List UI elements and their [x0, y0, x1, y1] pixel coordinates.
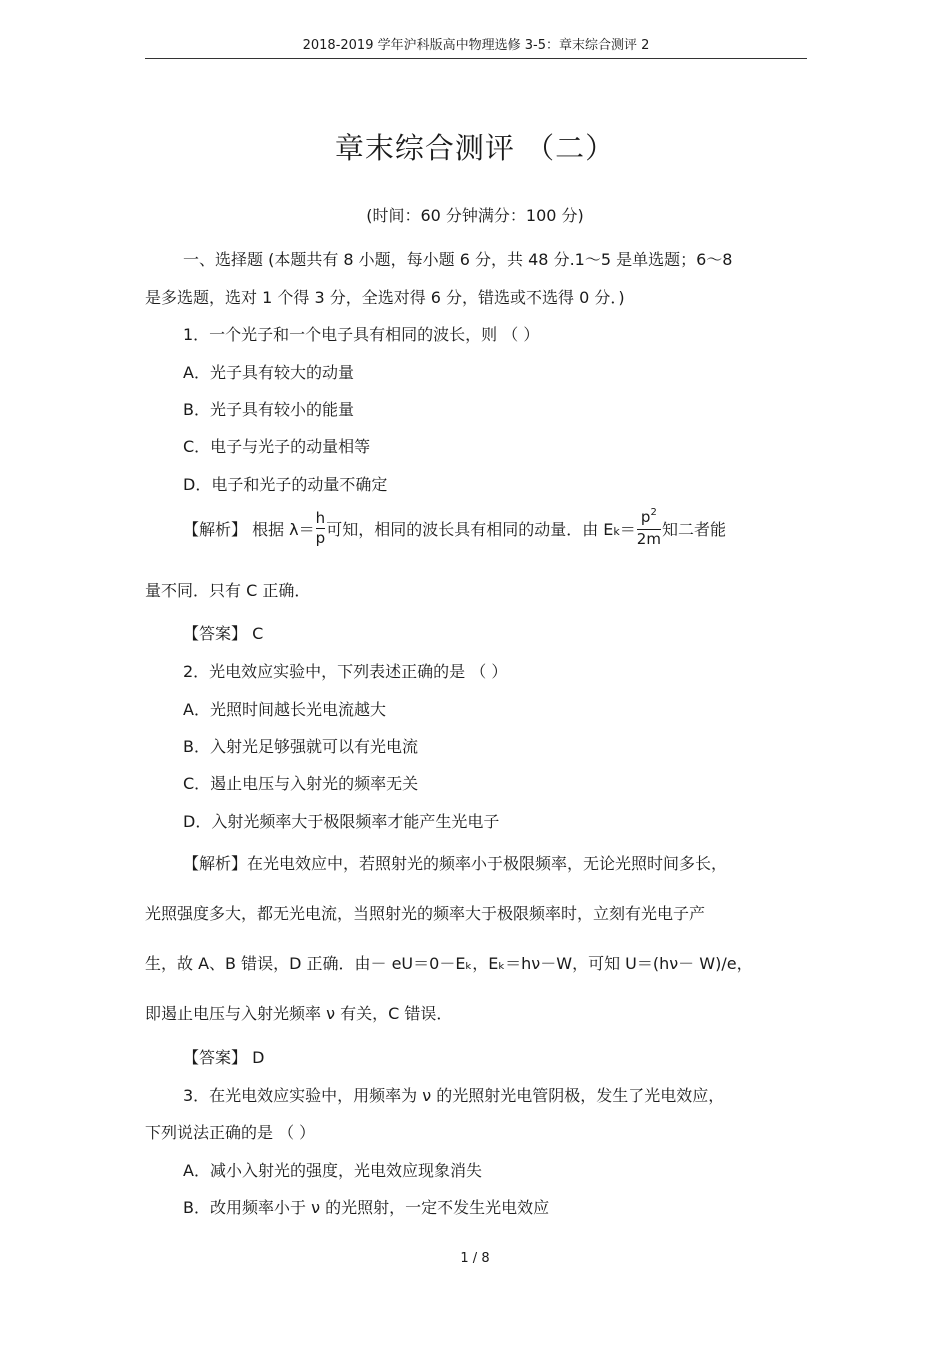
instructions-line-1: 一、选择题 (本题共有 8 小题，每小题 6 分，共 48 分.1～5 是单选题；6～8 [183, 250, 733, 269]
q1-option-a: A．光子具有较大的动量 [183, 363, 354, 382]
q1-option-b: B．光子具有较小的能量 [183, 400, 354, 419]
fraction-p2-over-2m: $\frac{p^2}{2m}$ [636, 507, 661, 548]
q2-analysis-line-4: 即遏止电压与入射光频率 ν 有关，C 错误． [145, 1004, 453, 1023]
q3-option-a: A．减小入射光的强度，光电效应现象消失 [183, 1161, 482, 1180]
q1-stem: 1．一个光子和一个电子具有相同的波长，则 （ ） [183, 325, 540, 344]
q2-option-d: D．入射光频率大于极限频率才能产生光电子 [183, 812, 500, 831]
q1-analysis-line-1 [183, 507, 726, 552]
q2-option-b: B．入射光足够强就可以有光电流 [183, 737, 418, 756]
q1-analysis-lead: 【解析】 根据 λ＝ [183, 520, 315, 539]
q2-option-a: A．光照时间越长光电流越大 [183, 700, 386, 719]
q2-analysis-line-3: 生，故 A、B 错误，D 正确．由－ eU＝0－Eₖ，Eₖ＝hν－W，可知 U＝(hν－ W)/e， [145, 954, 753, 973]
q1-analysis-line-2: 量不同．只有 C 正确． [145, 581, 311, 600]
q3-option-b: B．改用频率小于 ν 的光照射，一定不发生光电效应 [183, 1198, 550, 1217]
fraction-h-over-p: $\frac{h}{p}$ [315, 509, 326, 547]
q1-analysis-mid: 可知，相同的波长具有相同的动量．由 E [326, 520, 614, 539]
q2-analysis-line-1: 【解析】在光电效应中，若照射光的频率小于极限频率，无论光照时间多长， [183, 854, 728, 873]
instructions-line-2: 是多选题，选对 1 个得 3 分，全选对得 6 分，错选或不选得 0 分．) [145, 288, 625, 307]
q1-option-d: D．电子和光子的动量不确定 [183, 475, 388, 494]
page-title: 章末综合测评 （二） [334, 131, 616, 165]
q2-answer: 【答案】 D [183, 1048, 265, 1067]
q1-option-c: C．电子与光子的动量相等 [183, 437, 371, 456]
q2-option-c: C．遏止电压与入射光的频率无关 [183, 774, 419, 793]
q3-stem-line-2: 下列说法正确的是 （ ） [145, 1123, 316, 1142]
q2-analysis-line-2: 光照强度多大，都无光电流，当照射光的频率大于极限频率时，立刻有光电子产 [145, 904, 706, 923]
q3-stem-line-1: 3．在光电效应实验中，用频率为 ν 的光照射光电管阴极，发生了光电效应， [183, 1086, 725, 1105]
q1-answer: 【答案】 C [183, 624, 264, 643]
page-subtitle: (时间：60 分钟满分：100 分) [366, 206, 584, 225]
q1-analysis-eq: ＝ [619, 520, 636, 539]
header-text: 2018-2019 学年沪科版高中物理选修 3-5：章末综合测评 2 [302, 38, 650, 53]
page-header [145, 38, 807, 59]
q2-stem: 2．光电效应实验中，下列表述正确的是 （ ） [183, 662, 508, 681]
q1-analysis-tail: 知二者能 [661, 520, 726, 539]
page-number: 1 / 8 [460, 1251, 490, 1266]
ek-subscript: k [613, 525, 620, 538]
